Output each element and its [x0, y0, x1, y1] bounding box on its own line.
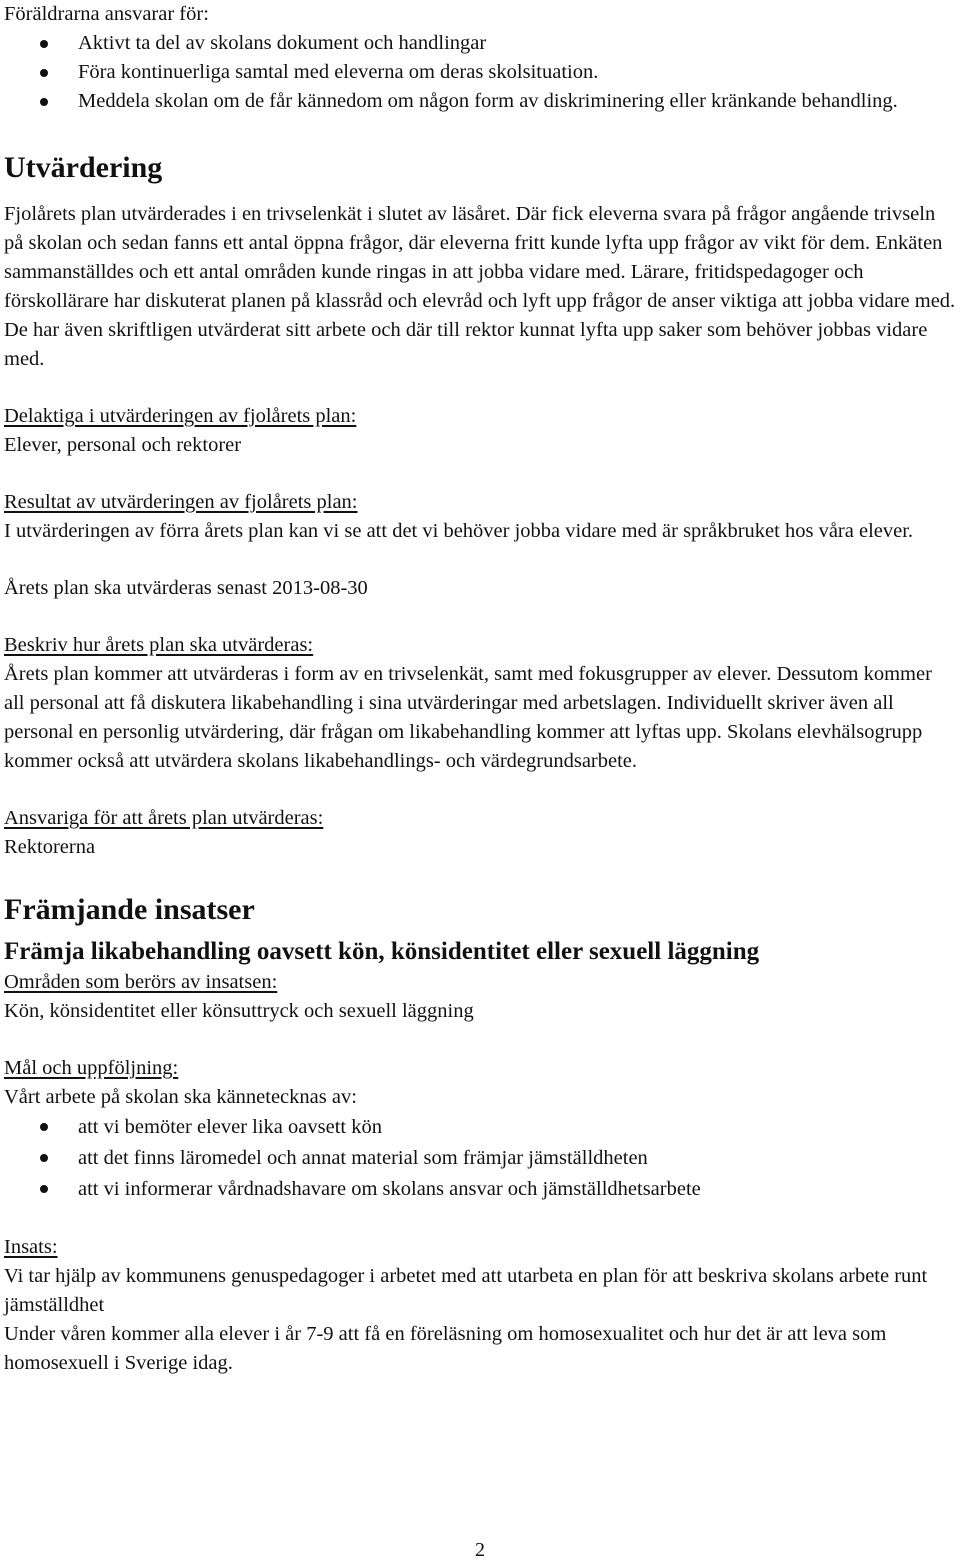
effort-paragraph-2: Under våren kommer alla elever i år 7-9 att få en föreläsning om homosexualitet och hur det är att leva som homosexuell i Sverige idag.: [4, 1323, 887, 1374]
list-item: Föra kontinuerliga samtal med eleverna om deras skolsituation.: [4, 58, 956, 87]
evaluation-deadline: Årets plan ska utvärderas senast 2013-08-30: [4, 577, 368, 599]
list-item: att vi bemöter elever lika oavsett kön: [4, 1112, 956, 1143]
document-page: [4, 0, 956, 1378]
list-item: Meddela skolan om de får kännedom om någon form av diskriminering eller kränkande behandling.: [4, 87, 956, 116]
effort-label: Insats:: [4, 1236, 58, 1258]
evaluation-paragraph: Fjolårets plan utvärderades i en trivselenkät i slutet av läsåret. Där fick eleverna svara på frågor angående trivseln på skolan och sedan fanns ett antal öppna frågor, där eleverna fritt kunde lyfta upp frågor av vikt för dem. Enkäten sammanställdes och ett antal områden kunde ringas in att jobba vidare med. Lärare, fritidspedagoger och förskollärare har diskuterat planen på klassråd och elevråd och lyft upp frågor de anser viktiga att jobba vidare med. De har även skriftligen utvärderat sitt arbete och där till rektor kunnat lyfta upp saker som behöver jobbas vidare med.: [4, 203, 956, 370]
promotion-heading: Främjande insatser: [4, 893, 255, 926]
how-value: Årets plan kommer att utvärderas i form av en trivselenkät, samt med fokusgrupper av elever. Dessutom kommer all personal att få diskutera likabehandling i sina utvärderingar med arbetslagen. Individuellt skriver även all personal en personlig utvärdering, där frågan om likabehandling kommer att lyftas upp. Skolans elevhälsogrupp kommer också att utvärdera skolans likabehandlings- och värdegrundsarbete.: [4, 663, 932, 772]
promotion-subheading: Främja likabehandling oavsett kön, könsidentitet eller sexuell läggning: [4, 938, 760, 965]
result-value: I utvärderingen av förra årets plan kan vi se att det vi behöver jobba vidare med är språkbruket hos våra elever.: [4, 520, 914, 542]
evaluation-heading: Utvärdering: [4, 151, 163, 184]
parents-list: [4, 29, 956, 116]
participants-label: Delaktiga i utvärderingen av fjolårets plan:: [4, 405, 357, 427]
page-number: 2: [475, 1539, 485, 1561]
areas-label: Områden som berörs av insatsen:: [4, 971, 278, 993]
goals-list: [4, 1112, 956, 1205]
responsible-label: Ansvariga för att årets plan utvärderas:: [4, 807, 324, 829]
how-label: Beskriv hur årets plan ska utvärderas:: [4, 634, 314, 656]
goals-intro: Vårt arbete på skolan ska kännetecknas av:: [4, 1086, 357, 1108]
effort-paragraph-1: Vi tar hjälp av kommunens genuspedagoger i arbetet med att utarbeta en plan för att beskriva skolans arbete runt jämställdhet: [4, 1265, 928, 1316]
participants-value: Elever, personal och rektorer: [4, 434, 242, 456]
result-label: Resultat av utvärderingen av fjolårets plan:: [4, 491, 358, 513]
responsible-value: Rektorerna: [4, 836, 96, 858]
list-item: Aktivt ta del av skolans dokument och handlingar: [4, 29, 956, 58]
parents-heading: Föräldrarna ansvarar för:: [4, 3, 209, 25]
areas-value: Kön, könsidentitet eller könsuttryck och sexuell läggning: [4, 1000, 474, 1022]
list-item: att det finns läromedel och annat material som främjar jämställdheten: [4, 1143, 956, 1174]
goals-label: Mål och uppföljning:: [4, 1057, 179, 1079]
list-item: att vi informerar vårdnadshavare om skolans ansvar och jämställdhetsarbete: [4, 1174, 956, 1205]
